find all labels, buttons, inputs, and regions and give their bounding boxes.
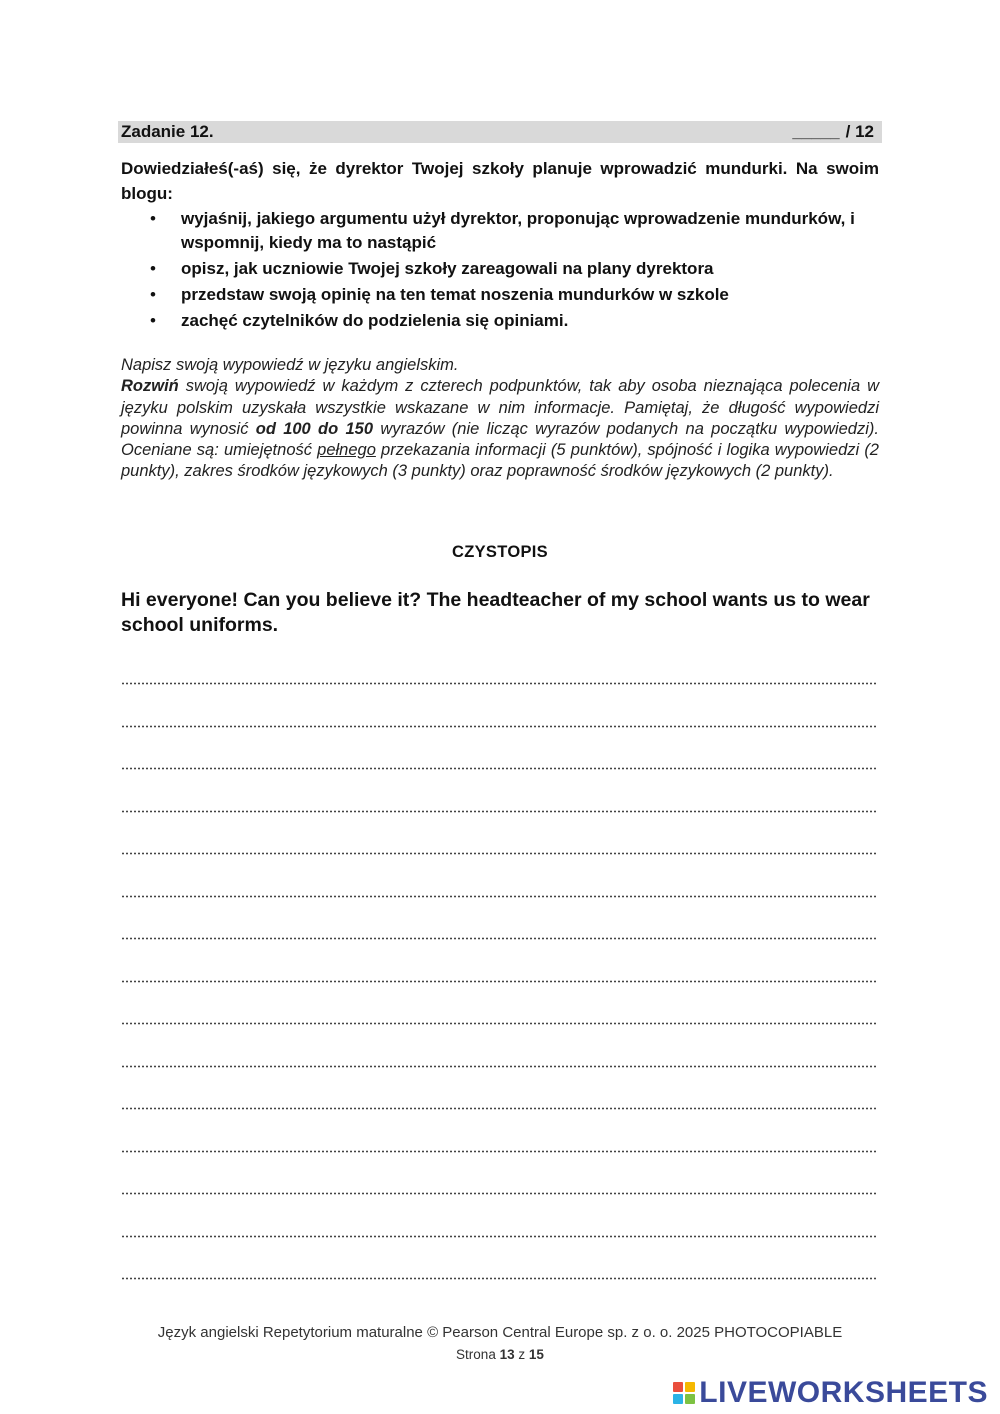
answer-line[interactable] <box>121 1140 877 1153</box>
page-number <box>0 1344 1000 1366</box>
answer-line[interactable] <box>121 927 877 940</box>
note-develop: Rozwiń <box>121 377 179 396</box>
note-full: pełnego <box>317 441 376 460</box>
page-separator: z <box>518 1347 526 1362</box>
opening-sentence: Hi everyone! Can you believe it? The headteacher of my school wants us to wear school uniforms. <box>121 589 870 636</box>
answer-line[interactable] <box>121 1055 877 1068</box>
bullet-item: • przedstaw swoją opinię na ten temat noszenia mundurków w szkole <box>181 283 879 307</box>
answer-line[interactable] <box>121 715 877 728</box>
answer-line[interactable] <box>121 842 877 855</box>
note-part-a: swoją wypowiedź w każdym z czterech podpunktów, tak aby osoba nieznająca polecenia w języku polskim uzyskała wszystkie wskazane w nim informacje. Pamiętaj, że długość wypowiedzi powinna wynosić <box>121 377 879 438</box>
brand-name: LIVEWORKSHEETS <box>699 1376 988 1409</box>
page-label: Strona <box>456 1347 496 1362</box>
footer-copyright: Język angielski Repetytorium maturalne © Pearson Central Europe sp. z o. o. 2025 PHOTOCOPIABLE <box>157 1324 843 1341</box>
answer-line[interactable] <box>121 970 877 983</box>
answer-line[interactable] <box>121 1267 877 1280</box>
answer-line[interactable] <box>121 1225 877 1238</box>
logo-tile <box>673 1394 683 1404</box>
bullet-item: • zachęć czytelników do podzielenia się opiniami. <box>181 309 879 333</box>
bullet-item: • opisz, jak uczniowie Twojej szkoły zareagowali na plany dyrektora <box>181 257 879 281</box>
clean-copy-title: CZYSTOPIS <box>452 543 548 561</box>
liveworksheets-logo-icon <box>673 1382 695 1404</box>
logo-tile <box>673 1382 683 1392</box>
note-part-c: przekazania informacji (5 punktów), spójność i logika wypowiedzi (2 punkty), zakres środków językowych (3 punkty) oraz poprawność środków językowych (2 punkty). <box>121 441 879 481</box>
task-note <box>121 355 879 483</box>
score-box <box>792 122 874 142</box>
page-current: 13 <box>499 1347 515 1362</box>
liveworksheets-brand <box>673 1376 988 1410</box>
answer-line[interactable] <box>121 1097 877 1110</box>
note-line-1: Napisz swoją wypowiedź w języku angielskim. <box>121 356 459 374</box>
score-max: / 12 <box>845 122 874 141</box>
instructions-intro: Dowiedziałeś(-aś) się, że dyrektor Twojej szkoły planuje wprowadzić mundurki. Na swoim blogu: <box>121 159 879 203</box>
page-total: 15 <box>528 1347 544 1362</box>
task-instructions <box>121 156 879 335</box>
bullet-item: • wyjaśnij, jakiego argumentu użył dyrektor, proponując wprowadzenie mundurków, i wspomnij, kiedy ma to nastąpić <box>181 207 879 255</box>
answer-line[interactable] <box>121 672 877 685</box>
logo-tile <box>685 1382 695 1392</box>
task-header <box>118 121 882 143</box>
answer-line[interactable] <box>121 1012 877 1025</box>
note-body <box>121 376 879 482</box>
instructions-bullet-list <box>121 207 879 333</box>
note-length: od 100 do 150 <box>255 419 374 438</box>
logo-tile <box>685 1394 695 1404</box>
answer-lines <box>121 672 877 1310</box>
note-part-b: wyrazów (nie licząc wyrazów podanych na początku wypowiedzi). Oceniane są: umiejętność <box>121 419 879 460</box>
page-footer <box>0 1322 1000 1366</box>
task-title: Zadanie 12. <box>121 122 214 141</box>
answer-line[interactable] <box>121 757 877 770</box>
answer-line[interactable] <box>121 1182 877 1195</box>
score-blank: _____ <box>792 122 840 141</box>
answer-line[interactable] <box>121 885 877 898</box>
answer-line[interactable] <box>121 800 877 813</box>
